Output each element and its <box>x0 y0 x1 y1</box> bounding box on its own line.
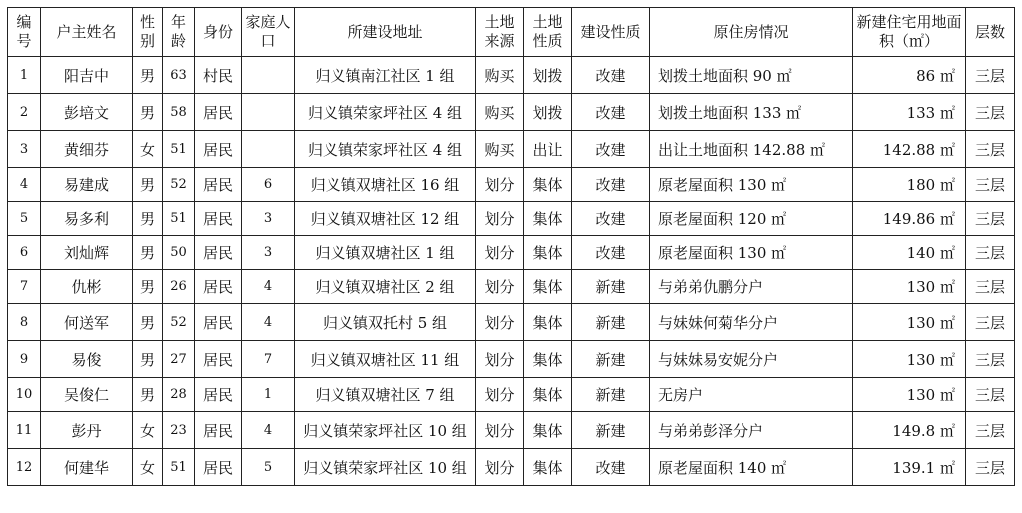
cell-family: 3 <box>242 236 295 270</box>
cell-floors: 三层 <box>966 94 1015 131</box>
cell-identity: 居民 <box>195 236 242 270</box>
table-row <box>8 236 1015 270</box>
cell-age: 28 <box>163 378 195 412</box>
cell-floors: 三层 <box>966 131 1015 168</box>
cell-family: 4 <box>242 304 295 341</box>
header-land-source: 土地来源 <box>476 8 524 57</box>
cell-land-source: 购买 <box>476 131 524 168</box>
cell-family <box>242 94 295 131</box>
cell-gender: 男 <box>133 270 163 304</box>
cell-no: 6 <box>8 236 41 270</box>
header-family: 家庭人口 <box>242 8 295 57</box>
cell-build-nature: 改建 <box>572 202 650 236</box>
cell-age: 52 <box>163 168 195 202</box>
cell-build-nature: 新建 <box>572 304 650 341</box>
cell-name: 何送军 <box>41 304 133 341</box>
cell-address: 归义镇南江社区 1 组 <box>295 57 476 94</box>
cell-no: 11 <box>8 412 41 449</box>
cell-area: 133 ㎡ <box>853 94 966 131</box>
cell-floors: 三层 <box>966 270 1015 304</box>
cell-land-source: 划分 <box>476 168 524 202</box>
cell-land-source: 划分 <box>476 202 524 236</box>
cell-land-source: 划分 <box>476 449 524 486</box>
cell-age: 26 <box>163 270 195 304</box>
cell-address: 归义镇双塘社区 1 组 <box>295 236 476 270</box>
cell-land-nature: 集体 <box>524 202 572 236</box>
cell-housing: 原老屋面积 120 ㎡ <box>650 202 853 236</box>
cell-family: 6 <box>242 168 295 202</box>
cell-identity: 居民 <box>195 94 242 131</box>
cell-land-source: 划分 <box>476 341 524 378</box>
table-row <box>8 57 1015 94</box>
cell-land-nature: 集体 <box>524 304 572 341</box>
cell-gender: 男 <box>133 236 163 270</box>
cell-gender: 女 <box>133 131 163 168</box>
cell-area: 149.8 ㎡ <box>853 412 966 449</box>
cell-land-source: 划分 <box>476 412 524 449</box>
cell-floors: 三层 <box>966 304 1015 341</box>
cell-name: 彭丹 <box>41 412 133 449</box>
table-row <box>8 378 1015 412</box>
cell-no: 4 <box>8 168 41 202</box>
cell-address: 归义镇荣家坪社区 10 组 <box>295 412 476 449</box>
cell-identity: 居民 <box>195 304 242 341</box>
cell-no: 3 <box>8 131 41 168</box>
cell-gender: 女 <box>133 412 163 449</box>
cell-gender: 男 <box>133 168 163 202</box>
cell-family: 5 <box>242 449 295 486</box>
cell-housing: 与妹妹何菊华分户 <box>650 304 853 341</box>
cell-build-nature: 改建 <box>572 94 650 131</box>
cell-floors: 三层 <box>966 236 1015 270</box>
cell-housing: 划拨土地面积 90 ㎡ <box>650 57 853 94</box>
cell-build-nature: 新建 <box>572 378 650 412</box>
header-build-nature: 建设性质 <box>572 8 650 57</box>
cell-floors: 三层 <box>966 412 1015 449</box>
cell-land-source: 划分 <box>476 304 524 341</box>
cell-identity: 居民 <box>195 131 242 168</box>
cell-no: 7 <box>8 270 41 304</box>
cell-no: 8 <box>8 304 41 341</box>
table-row <box>8 412 1015 449</box>
cell-land-nature: 集体 <box>524 168 572 202</box>
cell-land-source: 划分 <box>476 378 524 412</box>
cell-name: 仇彬 <box>41 270 133 304</box>
housing-registration-table <box>7 7 1015 486</box>
cell-land-nature: 集体 <box>524 412 572 449</box>
table-body <box>8 57 1015 486</box>
cell-family: 4 <box>242 270 295 304</box>
cell-address: 归义镇双塘社区 12 组 <box>295 202 476 236</box>
cell-area: 130 ㎡ <box>853 378 966 412</box>
cell-gender: 男 <box>133 378 163 412</box>
cell-build-nature: 新建 <box>572 412 650 449</box>
cell-family <box>242 131 295 168</box>
cell-gender: 男 <box>133 304 163 341</box>
table-row <box>8 168 1015 202</box>
cell-housing: 与妹妹易安妮分户 <box>650 341 853 378</box>
cell-housing: 无房户 <box>650 378 853 412</box>
cell-name: 吴俊仁 <box>41 378 133 412</box>
cell-land-source: 购买 <box>476 57 524 94</box>
cell-no: 2 <box>8 94 41 131</box>
cell-housing: 原老屋面积 130 ㎡ <box>650 168 853 202</box>
cell-family <box>242 57 295 94</box>
cell-housing: 原老屋面积 140 ㎡ <box>650 449 853 486</box>
cell-floors: 三层 <box>966 202 1015 236</box>
header-housing: 原住房情况 <box>650 8 853 57</box>
cell-address: 归义镇双塘社区 11 组 <box>295 341 476 378</box>
cell-age: 63 <box>163 57 195 94</box>
cell-housing: 原老屋面积 130 ㎡ <box>650 236 853 270</box>
cell-build-nature: 改建 <box>572 449 650 486</box>
table-row <box>8 270 1015 304</box>
cell-address: 归义镇荣家坪社区 4 组 <box>295 131 476 168</box>
header-address: 所建设地址 <box>295 8 476 57</box>
cell-name: 易多利 <box>41 202 133 236</box>
cell-identity: 居民 <box>195 202 242 236</box>
cell-build-nature: 改建 <box>572 236 650 270</box>
cell-build-nature: 新建 <box>572 270 650 304</box>
cell-no: 5 <box>8 202 41 236</box>
cell-no: 1 <box>8 57 41 94</box>
cell-build-nature: 改建 <box>572 168 650 202</box>
cell-age: 51 <box>163 202 195 236</box>
cell-address: 归义镇双塘社区 7 组 <box>295 378 476 412</box>
table-row <box>8 449 1015 486</box>
cell-no: 12 <box>8 449 41 486</box>
cell-floors: 三层 <box>966 449 1015 486</box>
header-identity: 身份 <box>195 8 242 57</box>
cell-area: 130 ㎡ <box>853 341 966 378</box>
cell-housing: 与弟弟彭泽分户 <box>650 412 853 449</box>
table-row <box>8 131 1015 168</box>
cell-area: 180 ㎡ <box>853 168 966 202</box>
cell-land-source: 购买 <box>476 94 524 131</box>
cell-floors: 三层 <box>966 168 1015 202</box>
cell-housing: 与弟弟仇鹏分户 <box>650 270 853 304</box>
cell-area: 139.1 ㎡ <box>853 449 966 486</box>
cell-area: 86 ㎡ <box>853 57 966 94</box>
cell-land-nature: 出让 <box>524 131 572 168</box>
header-row <box>8 8 1015 57</box>
header-floors: 层数 <box>966 8 1015 57</box>
cell-identity: 居民 <box>195 449 242 486</box>
cell-land-nature: 划拨 <box>524 94 572 131</box>
cell-identity: 居民 <box>195 378 242 412</box>
cell-land-nature: 集体 <box>524 378 572 412</box>
cell-name: 何建华 <box>41 449 133 486</box>
cell-age: 23 <box>163 412 195 449</box>
cell-build-nature: 改建 <box>572 131 650 168</box>
cell-land-nature: 集体 <box>524 449 572 486</box>
cell-housing: 出让土地面积 142.88 ㎡ <box>650 131 853 168</box>
cell-age: 51 <box>163 131 195 168</box>
cell-gender: 男 <box>133 341 163 378</box>
cell-family: 3 <box>242 202 295 236</box>
cell-family: 7 <box>242 341 295 378</box>
cell-land-source: 划分 <box>476 236 524 270</box>
cell-floors: 三层 <box>966 57 1015 94</box>
cell-name: 易建成 <box>41 168 133 202</box>
cell-identity: 居民 <box>195 341 242 378</box>
table-row <box>8 202 1015 236</box>
cell-build-nature: 改建 <box>572 57 650 94</box>
header-gender: 性别 <box>133 8 163 57</box>
cell-age: 51 <box>163 449 195 486</box>
cell-gender: 女 <box>133 449 163 486</box>
cell-area: 149.86 ㎡ <box>853 202 966 236</box>
cell-address: 归义镇双塘社区 16 组 <box>295 168 476 202</box>
cell-address: 归义镇双托村 5 组 <box>295 304 476 341</box>
cell-build-nature: 新建 <box>572 341 650 378</box>
cell-family: 4 <box>242 412 295 449</box>
cell-floors: 三层 <box>966 378 1015 412</box>
cell-name: 刘灿辉 <box>41 236 133 270</box>
cell-area: 130 ㎡ <box>853 270 966 304</box>
cell-gender: 男 <box>133 202 163 236</box>
table-row <box>8 304 1015 341</box>
cell-identity: 居民 <box>195 412 242 449</box>
cell-area: 140 ㎡ <box>853 236 966 270</box>
cell-gender: 男 <box>133 94 163 131</box>
cell-area: 130 ㎡ <box>853 304 966 341</box>
header-area: 新建住宅用地面积（㎡） <box>853 8 966 57</box>
cell-address: 归义镇荣家坪社区 10 组 <box>295 449 476 486</box>
cell-gender: 男 <box>133 57 163 94</box>
cell-land-source: 划分 <box>476 270 524 304</box>
table-row <box>8 94 1015 131</box>
cell-age: 58 <box>163 94 195 131</box>
cell-identity: 居民 <box>195 168 242 202</box>
cell-land-nature: 集体 <box>524 270 572 304</box>
cell-age: 27 <box>163 341 195 378</box>
cell-no: 10 <box>8 378 41 412</box>
cell-floors: 三层 <box>966 341 1015 378</box>
cell-age: 52 <box>163 304 195 341</box>
table-row <box>8 341 1015 378</box>
cell-area: 142.88 ㎡ <box>853 131 966 168</box>
cell-name: 黄细芬 <box>41 131 133 168</box>
cell-family: 1 <box>242 378 295 412</box>
header-land-nature: 土地性质 <box>524 8 572 57</box>
cell-housing: 划拨土地面积 133 ㎡ <box>650 94 853 131</box>
cell-no: 9 <box>8 341 41 378</box>
cell-name: 易俊 <box>41 341 133 378</box>
cell-identity: 居民 <box>195 270 242 304</box>
header-age: 年龄 <box>163 8 195 57</box>
header-name: 户主姓名 <box>41 8 133 57</box>
cell-address: 归义镇荣家坪社区 4 组 <box>295 94 476 131</box>
cell-name: 彭培文 <box>41 94 133 131</box>
header-no: 编号 <box>8 8 41 57</box>
cell-age: 50 <box>163 236 195 270</box>
cell-address: 归义镇双塘社区 2 组 <box>295 270 476 304</box>
cell-land-nature: 集体 <box>524 341 572 378</box>
cell-name: 阳吉中 <box>41 57 133 94</box>
cell-land-nature: 划拨 <box>524 57 572 94</box>
cell-land-nature: 集体 <box>524 236 572 270</box>
cell-identity: 村民 <box>195 57 242 94</box>
